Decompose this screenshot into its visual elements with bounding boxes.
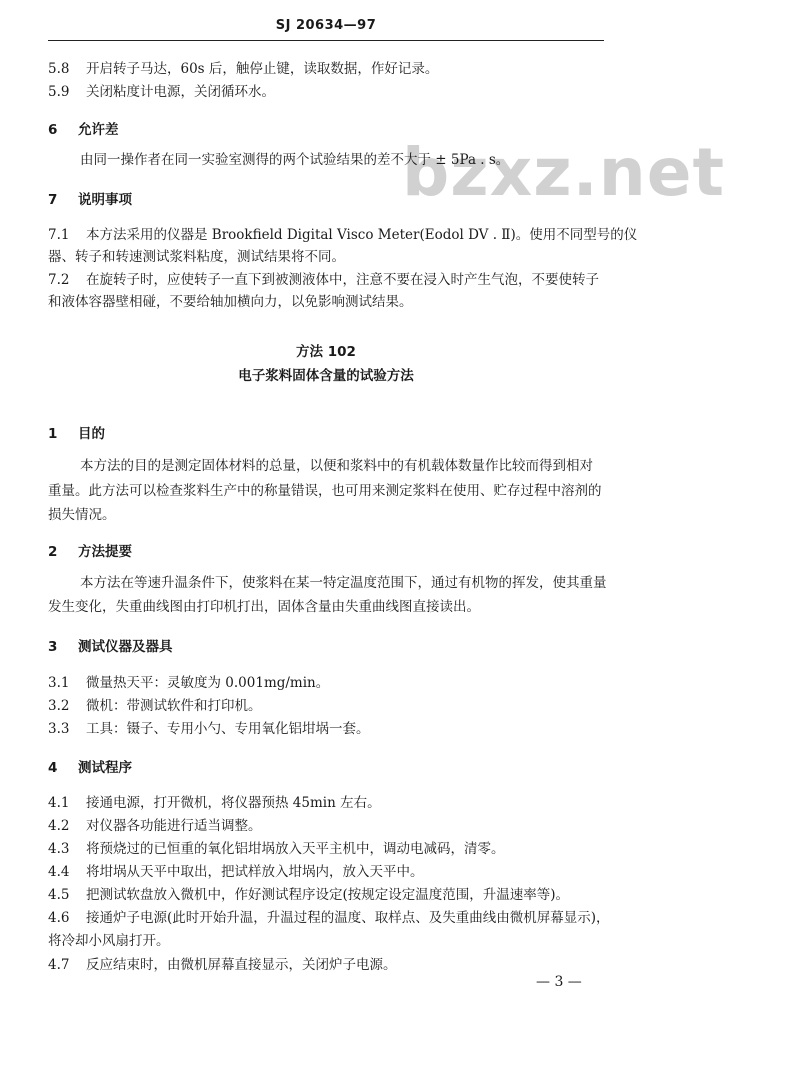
section-number: 4: [48, 760, 58, 776]
section-4-heading: [48, 758, 608, 778]
clause-text: 接通炉子电源(此时开始升温，升温过程的温度、取样点、及失重曲线由微机屏幕显示)，: [86, 910, 610, 926]
clause-number: 4.7: [48, 957, 70, 973]
section-6-heading: [48, 120, 608, 140]
clause-number: 7.2: [48, 272, 70, 288]
step-text: 开启转子马达，60s 后，触停止键，读取数据，作好记录。: [86, 61, 439, 77]
method-title: 电子浆料固体含量的试验方法: [238, 368, 414, 384]
section-number: 6: [48, 122, 58, 138]
section-2-heading: [48, 542, 608, 562]
section-title: 目的: [78, 426, 105, 442]
section-title: 方法提要: [78, 544, 132, 560]
clause-text: 把测试软盘放入微机中，作好测试程序设定(按规定设定温度范围，升温速率等)。: [86, 887, 570, 903]
clause-4-1: [48, 793, 608, 813]
page-number: — 3 —: [536, 974, 582, 990]
clause-7-1-line1: [48, 225, 638, 245]
clause-7-2-line2: 和液体容器壁相碰，不要给轴加横向力，以免影响测试结果。: [48, 294, 413, 310]
section-number: 3: [48, 639, 58, 655]
method-number: 方法 102: [296, 344, 356, 360]
section-title: 允许差: [78, 122, 119, 138]
clause-4-7: [48, 955, 608, 975]
clause-4-6: [48, 908, 608, 928]
clause-number: 4.2: [48, 818, 70, 834]
clause-text: 工具：镊子、专用小勺、专用氧化铝坩埚一套。: [86, 721, 370, 737]
clause-number: 3.1: [48, 675, 70, 691]
clause-7-1-line2: 器、转子和转速测试浆料粘度，测试结果将不同。: [48, 249, 345, 265]
section-7-heading: [48, 190, 608, 210]
section-title: 说明事项: [78, 192, 132, 208]
section-1-heading: [48, 424, 608, 444]
clause-4-3: [48, 839, 608, 859]
clause-7-2-line1: [48, 270, 608, 290]
step-number: 5.8: [48, 61, 70, 77]
clause-number: 4.4: [48, 864, 70, 880]
clause-3-1: [48, 673, 608, 693]
section-number: 7: [48, 192, 58, 208]
step-5-8: [48, 59, 608, 79]
step-text: 关闭粘度计电源，关闭循环水。: [86, 84, 275, 100]
watermark: bzxz.net: [402, 134, 726, 211]
section-title: 测试程序: [78, 760, 132, 776]
section-number: 2: [48, 544, 58, 560]
clause-text: 接通电源，打开微机，将仪器预热 45min 左右。: [86, 795, 381, 811]
section-1-line2: 重量。此方法可以检查浆料生产中的称量错误，也可用来测定浆料在使用、贮存过程中溶剂的: [48, 483, 602, 499]
clause-text: 将预烧过的已恒重的氧化铝坩埚放入天平主机中，调动电减码，清零。: [86, 841, 505, 857]
section-6-body: 由同一操作者在同一实验室测得的两个试验结果的差不大于 ± 5Pa . s。: [80, 152, 510, 168]
clause-number: 4.5: [48, 887, 70, 903]
step-5-9: [48, 82, 608, 102]
clause-4-2: [48, 816, 608, 836]
clause-text: 本方法采用的仪器是 Brookfield Digital Visco Meter(Eodol DV . Ⅱ)。使用不同型号的仪: [86, 227, 638, 243]
clause-4-5: [48, 885, 608, 905]
clause-4-4: [48, 862, 608, 882]
clause-number: 4.6: [48, 910, 70, 926]
clause-number: 3.2: [48, 698, 70, 714]
clause-text: 微量热天平：灵敏度为 0.001mg/min。: [86, 675, 330, 691]
clause-3-3: [48, 719, 608, 739]
section-1-line3: 损失情况。: [48, 507, 116, 523]
clause-number: 7.1: [48, 227, 70, 243]
section-3-heading: [48, 637, 608, 657]
clause-text: 微机：带测试软件和打印机。: [86, 698, 262, 714]
standard-code: SJ 20634—97: [275, 18, 377, 33]
clause-text: 将坩埚从天平中取出，把试样放入坩埚内，放入天平中。: [86, 864, 424, 880]
clause-4-6-continued: 将冷却小风扇打开。: [48, 933, 170, 949]
clause-number: 4.1: [48, 795, 70, 811]
section-1-line1: 本方法的目的是测定固体材料的总量，以便和浆料中的有机载体数量作比较而得到相对: [80, 458, 593, 474]
clause-text: 对仪器各功能进行适当调整。: [86, 818, 262, 834]
clause-3-2: [48, 696, 608, 716]
clause-number: 3.3: [48, 721, 70, 737]
clause-text: 反应结束时，由微机屏幕直接显示，关闭炉子电源。: [86, 957, 397, 973]
section-2-line2: 发生变化，失重曲线图由打印机打出，固体含量由失重曲线图直接读出。: [48, 599, 480, 615]
section-number: 1: [48, 426, 58, 442]
step-number: 5.9: [48, 84, 70, 100]
clause-number: 4.3: [48, 841, 70, 857]
page-header: [48, 14, 604, 41]
clause-text: 在旋转子时，应使转子一直下到被测液体中，注意不要在浸入时产生气泡，不要使转子: [86, 272, 599, 288]
section-2-line1: 本方法在等速升温条件下，使浆料在某一特定温度范围下，通过有机物的挥发，使其重量: [80, 575, 607, 591]
section-title: 测试仪器及器具: [78, 639, 173, 655]
